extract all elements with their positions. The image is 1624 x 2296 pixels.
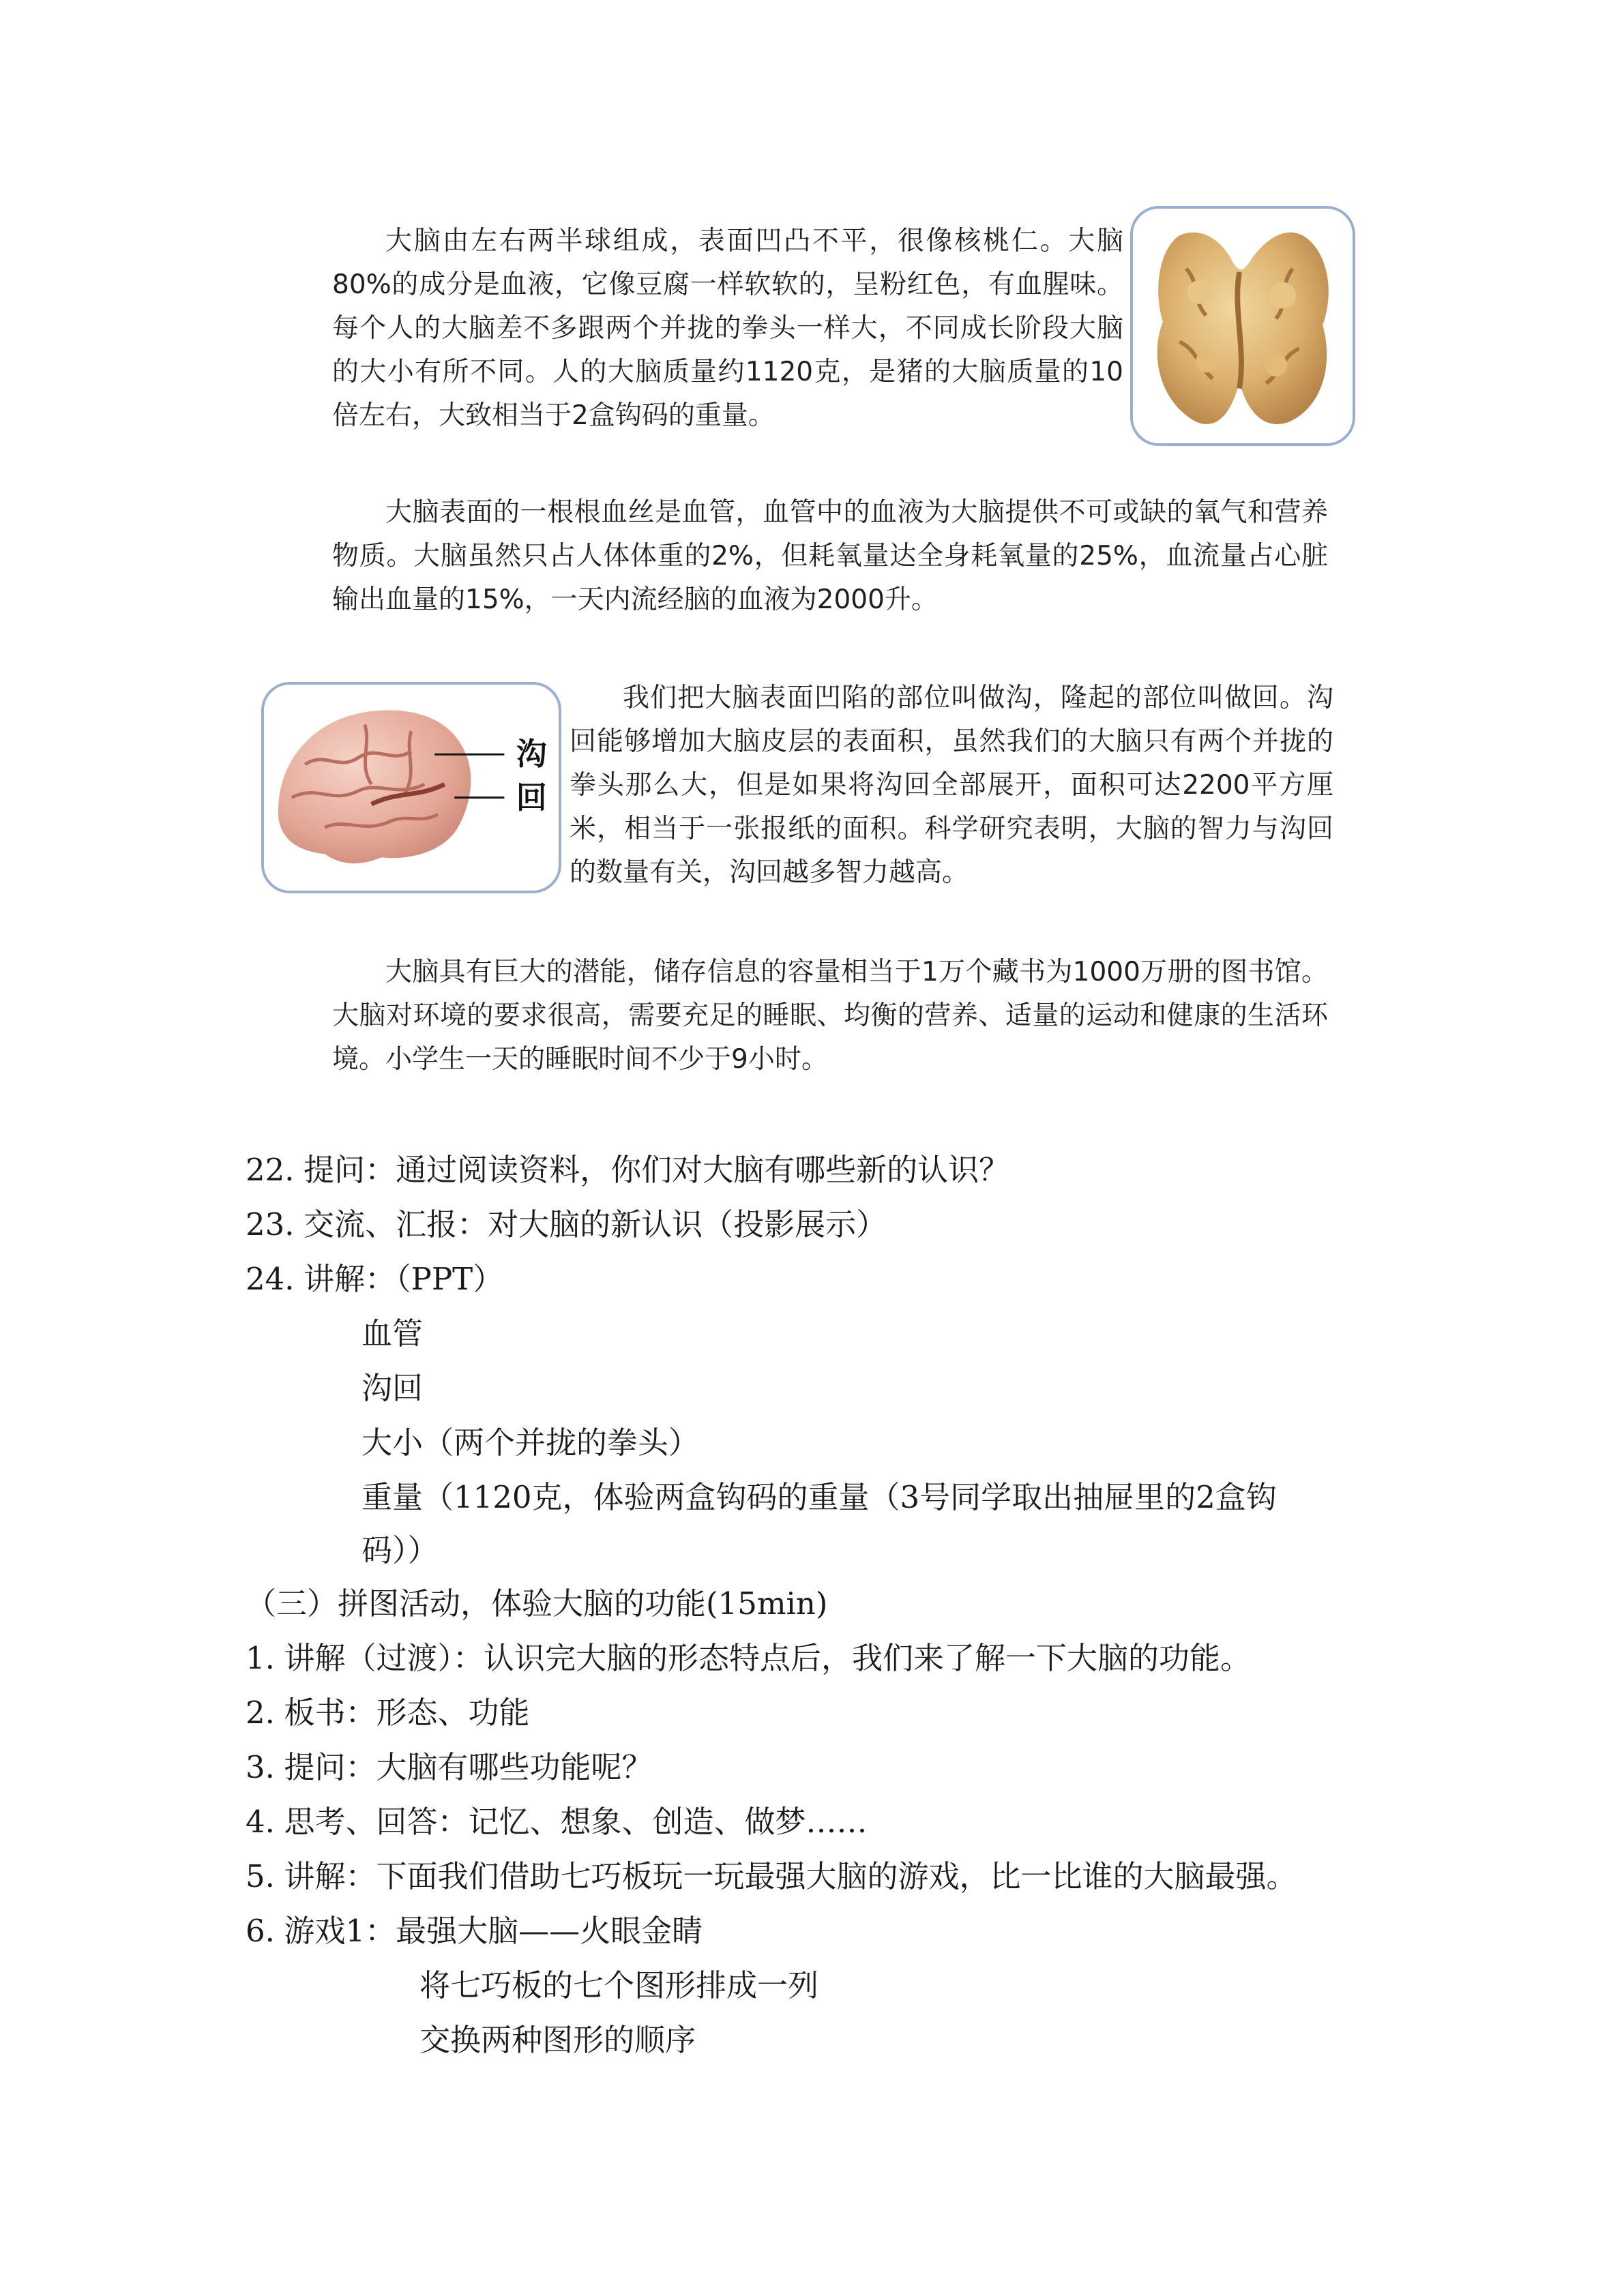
step-3 (246, 1747, 652, 1788)
ppt-point-size: 大小（两个并拢的拳头） (361, 1425, 700, 1461)
game-item-arrange: 将七巧板的七个图形排成一列 (419, 1967, 819, 2003)
walnut-image (1130, 206, 1355, 446)
step-number: 5. (246, 1858, 275, 1894)
step-23 (246, 1204, 887, 1245)
reading-paragraph-brain-potential: 大脑具有巨大的潜能，储存信息的容量相当于1万个藏书为1000万册的图书馆。大脑对环境的要求很高，需要充足的睡眠、均衡的营养、适量的运动和健康的生活环境。小学生一天的睡眠时间不少于9小时。 (332, 957, 1328, 1075)
step-text: 讲解：（PPT） (304, 1261, 504, 1297)
step-text: 游戏1：最强大脑——火眼金睛 (284, 1913, 703, 1949)
step-24 (246, 1259, 503, 1300)
step-number: 3. (246, 1749, 275, 1785)
ppt-point-weight-cont: 码）） (361, 1532, 439, 1568)
step-text: 思考、回答：记忆、想象、创造、做梦…… (284, 1804, 868, 1840)
step-text: 讲解：下面我们借助七巧板玩一玩最强大脑的游戏，比一比谁的大脑最强。 (284, 1858, 1297, 1894)
step-2 (246, 1693, 529, 1733)
step-number: 22. (246, 1152, 295, 1188)
step-text: 板书：形态、功能 (284, 1695, 530, 1731)
ppt-point-vessels: 血管 (361, 1315, 424, 1352)
brain-label-hui: 回 (516, 779, 547, 816)
brain-image (261, 682, 561, 893)
step-text: 交流、汇报：对大脑的新认识（投影展示） (304, 1206, 887, 1242)
step-6 (246, 1911, 703, 1952)
step-1 (246, 1638, 1251, 1679)
step-number: 6. (246, 1913, 275, 1949)
step-22 (246, 1150, 1009, 1191)
reading-paragraph-brain-structure: 大脑由左右两半球组成，表面凹凸不平，很像核桃仁。大脑80%的成分是血液，它像豆腐一样软软的，呈粉红色，有血腥味。每个人的大脑差不多跟两个并拢的拳头一样大，不同成长阶段大脑的大小有所不同。人的大脑质量约1120克，是猪的大脑质量的10倍左右，大致相当于2盒钩码的重量。 (332, 226, 1123, 431)
ppt-point-gyri: 沟回 (361, 1370, 424, 1406)
reading-paragraph-gyri-sulci: 我们把大脑表面凹陷的部位叫做沟，隆起的部位叫做回。沟回能够增加大脑皮层的表面积，虽然我们的大脑只有两个并拢的拳头那么大，但是如果将沟回全部展开，面积可达2200平方厘米，相当于一张报纸的面积。科学研究表明，大脑的智力与沟回的数量有关，沟回越多智力越高。 (570, 683, 1333, 888)
walnut-icon (1133, 209, 1353, 443)
step-text: 提问：通过阅读资料，你们对大脑有哪些新的认识？ (304, 1152, 1010, 1188)
section-title: （三）拼图活动，体验大脑的功能(15min) (246, 1585, 828, 1622)
reading-paragraph-blood-vessels: 大脑表面的一根根血丝是血管，血管中的血液为大脑提供不可或缺的氧气和营养物质。大脑虽然只占人体体重的2%，但耗氧量达全身耗氧量的25%，血流量占心脏输出血量的15%，一天内流经脑的血液为2000升。 (332, 497, 1328, 615)
step-number: 1. (246, 1640, 275, 1676)
step-number: 2. (246, 1695, 275, 1731)
step-4 (246, 1802, 867, 1843)
step-number: 4. (246, 1804, 275, 1840)
ppt-point-weight: 重量（1120克，体验两盒钩码的重量（3号同学取出抽屉里的2盒钩 (361, 1479, 1277, 1515)
game-item-swap: 交换两种图形的顺序 (419, 2022, 696, 2058)
step-text: 讲解（过渡）：认识完大脑的形态特点后，我们来了解一下大脑的功能。 (284, 1640, 1251, 1676)
step-number: 23. (246, 1206, 295, 1242)
step-number: 24. (246, 1261, 295, 1297)
brain-label-gou: 沟 (516, 735, 547, 772)
step-text: 提问：大脑有哪些功能呢？ (284, 1749, 653, 1785)
brain-diagram-icon (264, 685, 559, 891)
step-5 (246, 1856, 1297, 1897)
